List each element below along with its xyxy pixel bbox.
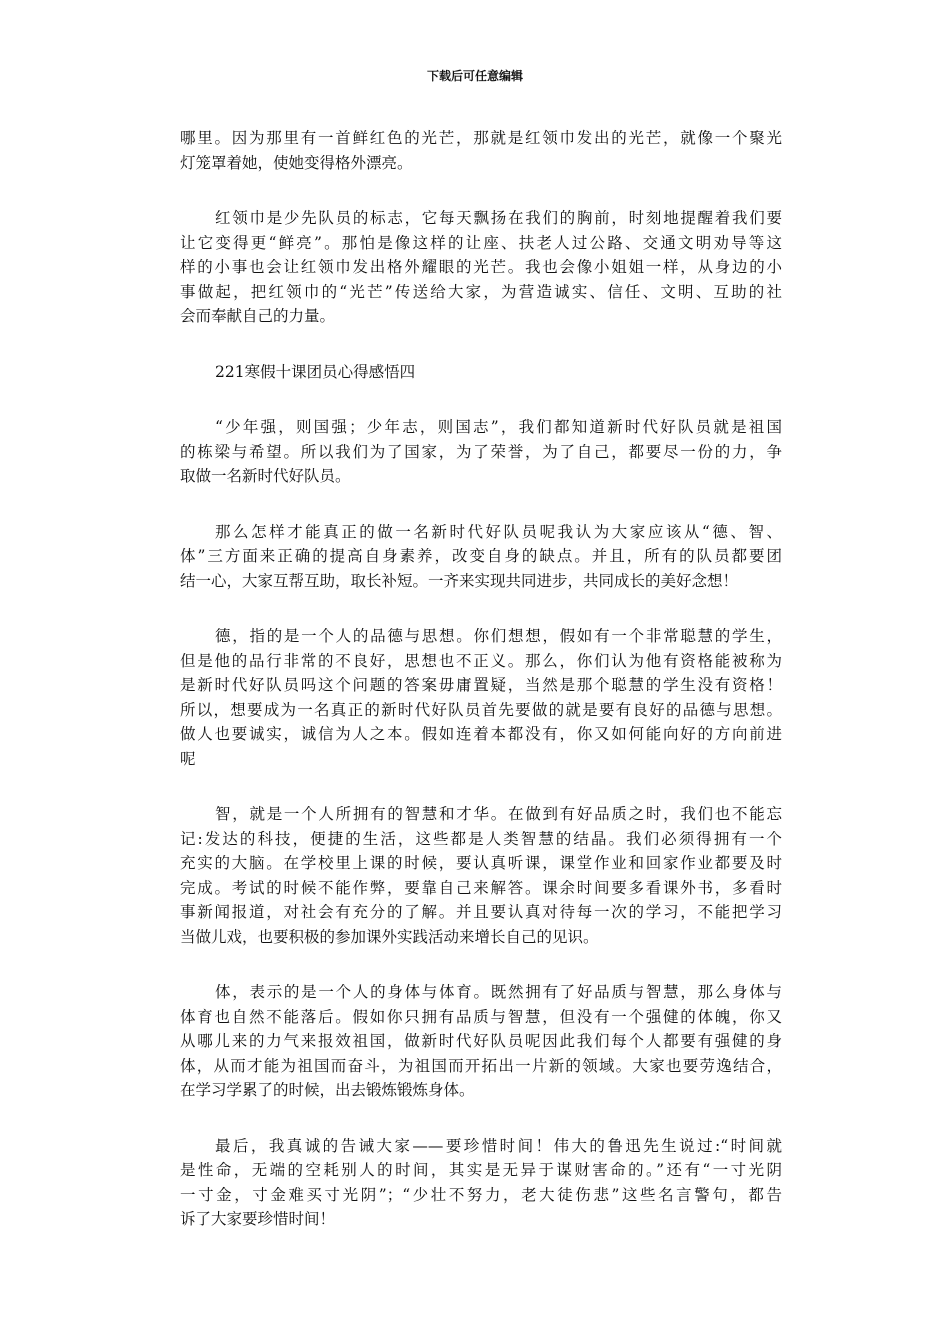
- text-line: 完成。考试的时候不能作弊，要靠自己来解答。课余时间要多看课外书，多看时: [180, 878, 782, 897]
- text-line: 但是他的品行非常的不良好，思想也不正义。那么，你们认为他有资格能被称为: [180, 651, 782, 670]
- text-line: 体，表示的是一个人的身体与体育。既然拥有了好品质与智慧，那么身体与: [215, 983, 782, 1001]
- text-line: 是性命，无端的空耗别人的时间，其实是无异于谋财害命的。”还有“一寸光阴: [180, 1161, 782, 1179]
- text-line: 体，从而才能为祖国而奋斗，为祖国而开拓出一片新的领域。大家也要劳逸结合，: [180, 1056, 782, 1075]
- paragraph-cherish-time: [180, 1134, 782, 1232]
- paragraph-wisdom: [180, 802, 782, 949]
- text-line: 一寸金，寸金难买寸光阴”；“少壮不努力，老大徒伤悲”这些名言警句，都告: [180, 1185, 782, 1204]
- text-line: 样的小事也会让红领巾发出格外耀眼的光芒。我也会像小姐姐一样，从身边的小: [180, 258, 782, 276]
- text-line: 德，指的是一个人的品德与思想。你们想想，假如有一个非常聪慧的学生，: [215, 627, 782, 645]
- paragraph-how-to: [180, 520, 782, 594]
- text-line: 智，就是一个人所拥有的智慧和才华。在做到有好品质之时，我们也不能忘: [215, 805, 782, 823]
- section-heading: [180, 360, 782, 385]
- page-header: 下载后可任意编辑: [426, 69, 523, 83]
- text-line: 事做起，把红领巾的“光芒”传送给大家，为营造诚实、信任、文明、互助的社: [180, 282, 782, 301]
- paragraph-red-scarf-symbol: [180, 206, 782, 329]
- text-line: 事新闻报道，对社会有充分的了解。并且要认真对待每一次的学习，不能把学习: [180, 903, 782, 921]
- document-body: [180, 126, 782, 1263]
- text-line: 充实的大脑。在学校里上课的时候，要认真听课，课堂作业和回家作业都要及时: [180, 854, 782, 872]
- text-line: 在学习学累了的时候，出去锻炼锻炼身体。: [180, 1081, 475, 1099]
- text-line: 呢: [180, 749, 196, 768]
- text-line: 取做一名新时代好队员。: [180, 467, 351, 485]
- text-line: 结一心，大家互帮互助，取长补短。一齐来实现共同进步，共同成长的美好念想！: [180, 571, 739, 590]
- paragraph-red-scarf-light: [180, 126, 782, 175]
- text-line: 灯笼罩着她，使她变得格外漂亮。: [180, 153, 413, 172]
- text-line: 会而奉献自己的力量。: [180, 307, 336, 325]
- paragraph-physique: [180, 980, 782, 1103]
- section-title: 221寒假十课团员心得感悟四: [215, 362, 416, 381]
- text-line: 所以，想要成为一名真正的新时代好队员首先要做的就是要有良好的品德与思想。: [180, 700, 782, 719]
- text-line: 诉了大家要珍惜时间！: [180, 1210, 336, 1228]
- text-line: “少年强，则国强；少年志，则国志”，我们都知道新时代好队员就是祖国: [215, 418, 782, 436]
- text-line: 红领巾是少先队员的标志，它每天飘扬在我们的胸前，时刻地提醒着我们要: [215, 209, 782, 227]
- paragraph-morality: [180, 624, 782, 771]
- text-line: 让它变得更“鲜亮”。那怕是像这样的让座、扶老人过公路、交通文明劝导等这: [180, 233, 782, 252]
- paragraph-youth-strong: [180, 415, 782, 489]
- text-line: 哪里。因为那里有一首鲜红色的光芒，那就是红领巾发出的光芒，就像一个聚光: [180, 129, 782, 147]
- text-line: 记:发达的科技，便捷的生活，这些都是人类智慧的结晶。我们必须得拥有一个: [180, 829, 782, 848]
- text-line: 做人也要诚实，诚信为人之本。假如连着本都没有，你又如何能向好的方向前进: [180, 725, 782, 743]
- text-line: 是新时代好队员吗这个问题的答案毋庸置疑，当然是那个聪慧的学生没有资格！: [180, 676, 782, 694]
- text-line: 当做儿戏，也要积极的参加课外实践活动来增长自己的见识。: [180, 927, 599, 946]
- text-line: 的栋梁与希望。所以我们为了国家，为了荣誉，为了自己，都要尽一份的力，争: [180, 442, 782, 461]
- text-line: 体”三方面来正确的提高自身素养，改变自身的缺点。并且，所有的队员都要团: [180, 547, 782, 565]
- text-line: 从哪儿来的力气来报效祖国，做新时代好队员呢因此我们每个人都要有强健的身: [180, 1032, 782, 1050]
- text-line: 那么怎样才能真正的做一名新时代好队员呢我认为大家应该从“德、智、: [215, 522, 782, 541]
- text-line: 最后，我真诚的告诫大家——要珍惜时间！伟大的鲁迅先生说过:“时间就: [215, 1136, 782, 1155]
- text-line: 体育也自然不能落后。假如你只拥有品质与智慧，但没有一个强健的体魄，你又: [180, 1007, 782, 1026]
